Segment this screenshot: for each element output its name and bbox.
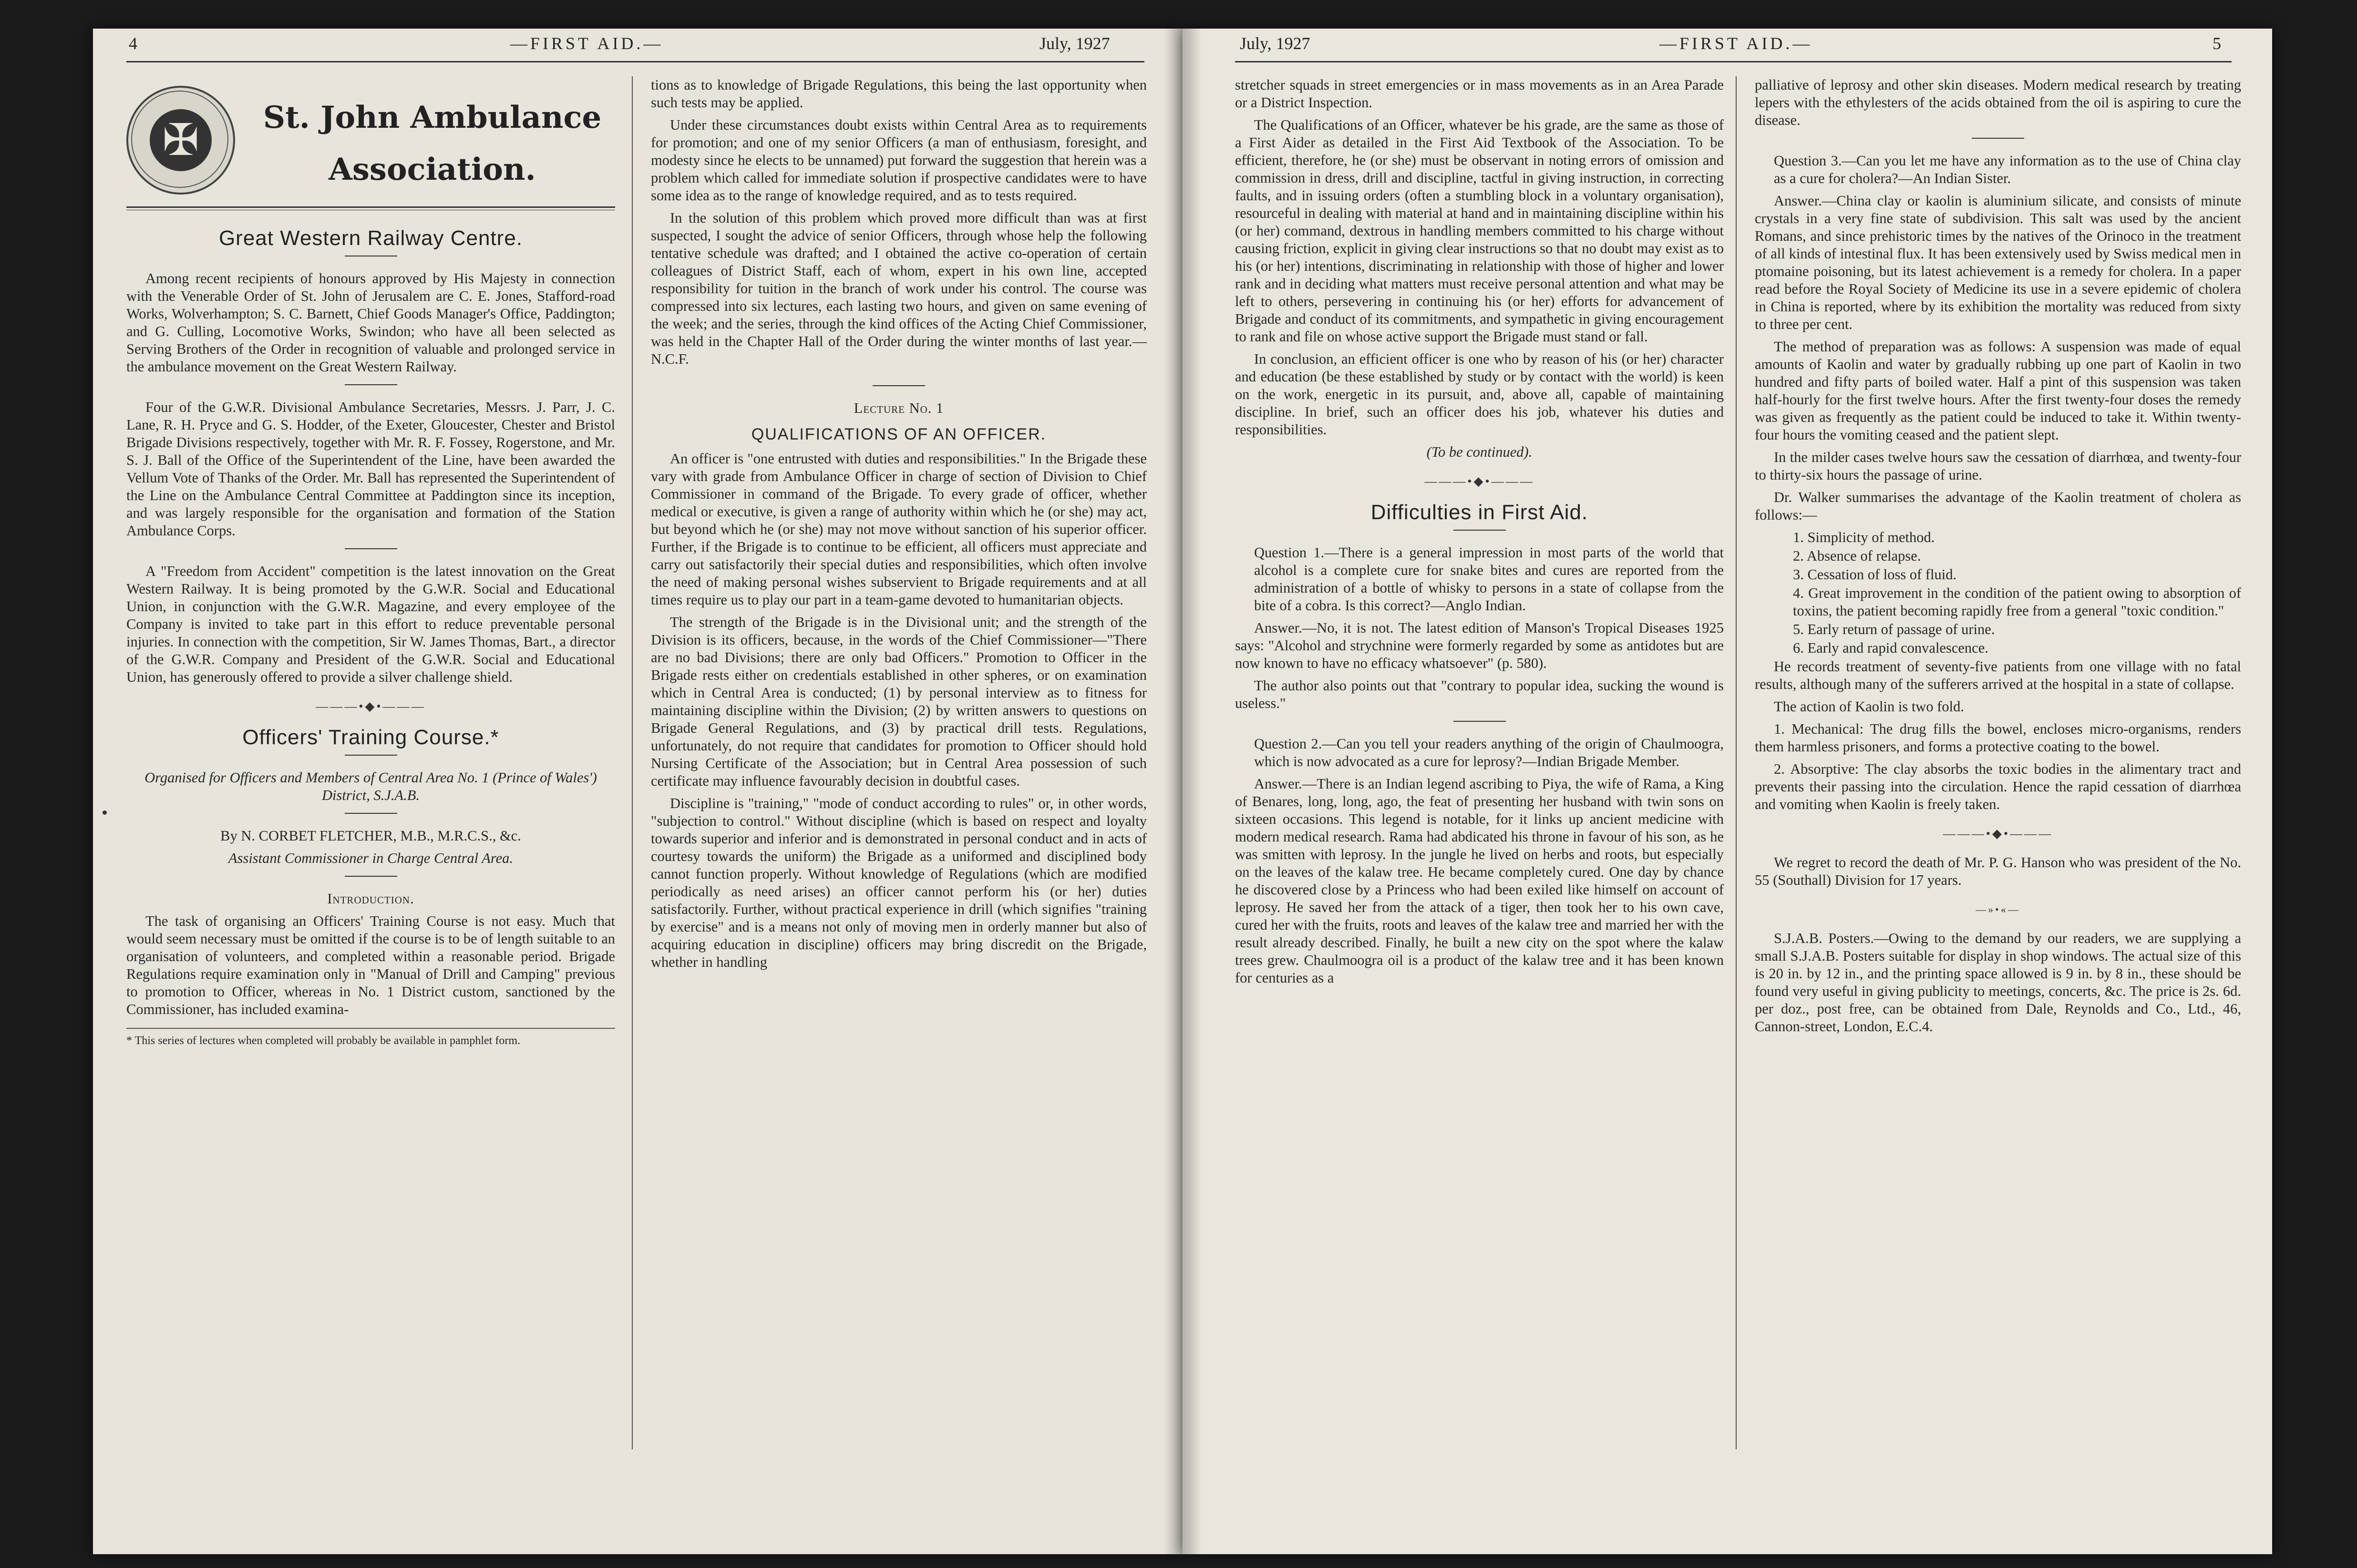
gwr-paragraph-3: A "Freedom from Accident" competition is the latest innovation on the Great Western Railway. It is being promoted by the G.W.R. Social and Educational Union, in conjunction with the G.W.R. Magazine, and every employee of the Company is invited to take part in this effort to reduce preventable personal injuries. In connection with the competition, Sir W. James Thomas, Bart., a director of the G.W.R. Company and President of the G.W.R. Social and Educational Union, has generously offered to provide a silver challenge shield. [126,563,615,685]
answer-3-paragraph-1: Answer.—China clay or kaolin is aluminium silicate, and consists of minute crystals in a very fine state of subdivision. This salt was used by the ancient Romans, and since prehistoric times by the natives of the Orinoco in the treatment of all kinds of intestinal flux. It has been extensively used by Swiss medical men in ptomaine poisoning, but its latest achievement is a remedy for cholera. In a paper read before the Royal Society of Medicine its use in a severe epidemic of cholera in China is reported, where by its exhibition the mortality was reduced from sixty to three per cent. [1755,193,2241,332]
lecture-paragraph-2: The strength of the Brigade is in the Divisional unit; and the strength of the Division is its officers, because, in the words of the Chief Commissioner—"There are no bad Divisions; there are only bad Officers." Promotion to Officer in the Brigade rests either on credentials established in other spheres, or on examination which in Central Area is conducted; (1) by personal interview as to fitness for maintaining discipline within the Division; (2) by written answers to questions on Brigade General Regulations, and (3) by practical drill tests. Regulations, unfortunately, do not require that candidates for promotion to Officer should hold Nursing Certificate of the Association; but in Central Area possession of such certificate may influence favourably decision in doubtful cases. [651,614,1147,789]
lecture-title: QUALIFICATIONS OF AN OFFICER. [751,425,1047,443]
ornament-divider: ———•◆•——— [1424,474,1534,488]
officers-heading: Officers' Training Course.* [242,726,499,749]
gwr-paragraph-2: Four of the G.W.R. Divisional Ambulance Secretaries, Messrs. J. Parr, J. C. Lane, R. H. Pryce and G. S. Hodder, of the Exeter, Gloucester, Chester and Bristol Brigade Divisions respectively, together with Mr. R. F. Fossey, Rogerstone, and Mr. S. J. Ball of the Office of the Superintendent of the Line, have been awarded the Vellum Vote of Thanks of the Order. Mr. Ball has represented the Superintendent of the Line on the Ambulance Central Committee at Paddington since its inception, and was largely responsible for the organisation and formation of the Station Ambulance Corps. [126,399,615,539]
gwr-paragraph-1: Among recent recipients of honours approved by His Majesty in connection with the Venerable Order of St. John of Jerusalem are C. E. Jones, Stafford-road Works, Wolverhampton; S. C. Barnett, Chief Goods Manager's Office, Paddington; and G. Culling, Locomotive Works, Swindon; who have all been selected as Serving Brothers of the Order in recognition of valuable and prolonged service in the ambulance movement on the Great Western Railway. [126,270,615,375]
lecture-label: Lecture No. 1 [854,400,944,416]
col2-paragraph-3: In the solution of this problem which proved more difficult than was at first suspected, I sought the advice of senior Officers, through whose help the following tentative schedule was drafted; and I obtained the active co-operation of certain colleagues of District Staff, each of whom, expert in his own line, accepted responsibility for tuition in the branch of work under his control. The course was compressed into six lectures, each lasting two hours, and given on same evening of the week; and the series, through the kind offices of the Acting Chief Commissioner, was held in the Chapter Hall of the Order during the winter months of last year.—N.C.F. [651,210,1147,367]
officers-byline: By N. CORBET FLETCHER, M.B., M.R.C.S., &c. [220,828,521,844]
right-column-2 [1755,76,2241,1040]
lecture-paragraph-1: An officer is "one entrusted with duties and responsibilities." In the Brigade these vary with grade from Ambulance Officer in charge of section of Division to Chief Commissioner in command of the Brigade. To every grade of officer, whether medical or executive, is given a range of authority within which he (or she) may act, but beyond which he (or she) may not move without sanction of his superior officer. Further, if the Brigade is to continue to be efficient, all officers must appreciate and carry out satisfactorily their special duties and responsibilities, which often involve the need of making personal wishes subservient to Brigade requirements and at all times require us to play our part in a team-game devoted to humanitarian objects. [651,451,1147,608]
small-ornament: —»•«— [1976,903,2020,915]
answer-3-paragraph-2: The method of preparation was as follows: A suspension was made of equal amounts of Kaolin and water by gradually rubbing up one part of Kaolin in two hundred and fifty parts of boiled water. Half a pint of this suspension was taken half-hourly for the first twelve hours. After the first twenty-four doses the remedy was given as frequently as the patient could be induced to take it. Within twenty-four hours the vomiting ceased and the patient slept. [1755,338,2241,443]
posters-notice: S.J.A.B. Posters.—Owing to the demand by our readers, we are supplying a small S.J.A.B. Posters suitable for display in shop windows. The actual size of this is 20 in. by 12 in., and the printing space allowed is 9 in. by 8 in., these should be found very useful in giving publicity to meetings, concerts, &c. The price is 2s. 6d. per doz., post free, can be obtained from Dale, Reynolds and Co., Ltd., 46, Cannon-street, London, E.C.4. [1755,930,2241,1035]
footnote: * This series of lectures when completed will probably be available in pamphlet form. [126,1028,615,1048]
answer-3-paragraph-4: Dr. Walker summarises the advantage of the Kaolin treatment of cholera as follows:— [1755,489,2241,523]
left-page-number: 4 [129,34,137,53]
masthead-line-2: Association. [329,152,536,187]
gwr-heading: Great Western Railway Centre. [218,226,523,250]
ornament-divider: ———•◆•——— [316,699,426,713]
list-item: 5. Early return of passage of urine. [1793,621,1995,637]
masthead [126,76,615,195]
to-be-continued: (To be continued). [1426,444,1533,460]
list-item: 6. Early and rapid convalescence. [1793,640,1988,656]
list-item: 1. Simplicity of method. [1793,529,1935,545]
right-date: July, 1927 [1240,34,1310,53]
answer-3-paragraph-8: 2. Absorptive: The clay absorbs the toxic bodies in the alimentary tract and prevents their passing into the circulation. Hence the rapid cessation of diarrhœa and vomiting when Kaolin is freely taken. [1755,761,2241,812]
answer-3-paragraph-6: The action of Kaolin is two fold. [1774,698,1964,715]
introduction-paragraph: The task of organising an Officers' Training Course is not easy. Much that would seem necessary must be omitted if the course is to be of length suitable to an organisation of volunteers, and completed within a reasonable period. Brigade Regulations require examination only in "Manual of Drill and Camping" previous to promotion to Officer, whereas in No. 1 District custom, sanctioned by the Commissioner, has included examina- [126,913,615,1017]
officers-organised: Organised for Officers and Members of Central Area No. 1 (Prince of Wales') District, S.J.A.B. [144,769,597,803]
left-column-divider [632,76,633,1449]
lecture-paragraph-3: Discipline is "training," "mode of conduct according to rules" or, in other words, "subjection to control." Without discipline (which is based on respect and loyalty towards superior and inferior and is demonstrated in personal conduct and in acts of courtesy towards the uniform) the Brigade as a uniformed and disciplined body cannot function properly. Without knowledge of Regulations (which are modified periodically as need arises) an officer cannot perform his (or her) duties satisfactorily. Further, without practical experience in drill (which signifies "training by exercise" and is a means not only of moving men in orderly manner but also of acquiring education in discipline) officers may bring discredit on the Brigade, whether in handling [651,795,1147,970]
book-gutter [1163,29,1202,1554]
col2-paragraph-1: tions as to knowledge of Brigade Regulations, this being the last opportunity when such tests may be applied. [651,77,1147,111]
list-item: 2. Absence of relapse. [1793,548,1921,564]
answer-3-paragraph-7: 1. Mechanical: The drug fills the bowel, encloses micro-organisms, renders them harmless prisoners, and forms a protective coating to the bowel. [1755,721,2241,755]
officers-role: Assistant Commissioner in Charge Central Area. [228,850,514,866]
right-column-divider [1736,76,1737,1449]
answer-1-paragraph-2: The author also points out that "contrary to popular idea, sucking the wound is useless." [1235,677,1724,711]
list-item: 4. Great improvement in the condition of the patient owing to absorption of toxins, the patient becoming rapidly free from a general "toxic condition." [1793,585,2241,619]
question-1: Question 1.—There is a general impression in most parts of the world that alcohol is a complete cure for snake bites and cures are reported from the administration of a bottle of whisky to persons in a state of collapse from the bite of a cobra. Is this correct?—Anglo Indian. [1254,544,1724,614]
left-column-2 [651,76,1147,976]
answer-1-paragraph-1: Answer.—No, it is not. The latest edition of Manson's Tropical Diseases 1925 says: "Alcohol and strychnine were formerly regarded by some as antidotes but are now known to have no efficacy whatsoever" (p. 580). [1235,620,1724,671]
question-3: Question 3.—Can you let me have any information as to the use of China clay as a cure for cholera?—An Indian Sister. [1774,153,2241,186]
ornament-divider: ———•◆•——— [1943,827,2053,840]
left-date: July, 1927 [1040,34,1110,53]
maltese-cross-icon: ✠ [162,114,199,165]
left-running-title: —FIRST AID.— [510,34,664,53]
right-paragraph-2: The Qualifications of an Officer, whatever be his grade, are the same as those of a First Aider as detailed in the First Aid Textbook of the Association. To be efficient, therefore, he (or she) must be observant in noting errors of omission and commission in dress, drill and discipline, tactful in giving instruction, in correcting faults, and in issuing orders (often a stumbling block in a voluntary organisation), resourceful in dealing with material at hand and in maintaining discipline within his (or her) command, dextrous in handling members committed to his charge without causing friction, explicit in giving clear instructions so that no doubt may exist as to his (or her) intentions, discriminating in relationship with those of higher and lower rank and in deciding what matters must receive personal attention and what may be left to others, persevering in continuing his (or her) efforts for advancement of Brigade and conduct of its commitments, and sympathetic in giving encouragement to rank and file on whose active support the Brigade must stand or fall. [1235,117,1724,345]
right-running-title: —FIRST AID.— [1659,34,1813,53]
masthead-rule [126,206,615,208]
right-paragraph-3: In conclusion, an efficient officer is one who by reason of his (or her) character and education (be these established by study or by contact with the world) is keen on the work, energetic in its pursuit, and, above all, capable of maintaining discipline. In brief, such an officer does his job, whatever his duties and responsibilities. [1235,351,1724,438]
left-column-1 [126,76,615,1048]
binding-hole-mark [103,810,107,815]
st-john-crest-logo [126,86,235,195]
left-header-rule [126,61,1144,62]
right-paragraph-1: stretcher squads in street emergencies or in mass movements as in an Area Parade or a District Inspection. [1235,77,1724,111]
right-column-1 [1235,76,1724,992]
answer-2: Answer.—There is an Indian legend ascribing to Piya, the wife of Rama, a King of Benares, long, long, ago, the feat of presenting her husband with twin sons on sixteen occasions. This legend is notable, for it links up ancient medicine with modern medical research. Rama had abdicated his throne in favour of his son, as he was smitten with leprosy. In the jungle he lived on herbs and roots, but especially on the leaves of the kalaw tree. He became completely cured. One day by chance he discovered close by a Princess who had been exiled like himself on account of leprosy. He saved her from the attack of a tiger, then took her to his own cave, cured her with the fruits, roots and leaves of the kalaw tree and married her with the result already described. Finally, he built a new city on the spot where the kalaw trees grew. Chaulmoogra oil is a product of the kalaw tree and it has been known for centuries as a [1235,776,1724,986]
masthead-line-1: St. John Ambulance [263,100,602,135]
answer-3-paragraph-3: In the milder cases twelve hours saw the cessation of diarrhœa, and twenty-four to thirty-six hours the passage of urine. [1755,449,2241,483]
right-page-number: 5 [2213,34,2221,53]
difficulties-heading: Difficulties in First Aid. [1370,501,1588,524]
answer-3-paragraph-5: He records treatment of seventy-five patients from one village with no fatal results, although many of the sufferers arrived at the hospital in a state of collapse. [1755,658,2241,692]
right-col2-paragraph-1: palliative of leprosy and other skin diseases. Modern medical research by treating lepers with the ethylesters of the acids obtained from the oil is aspiring to cure the disease. [1755,77,2241,128]
introduction-heading: Introduction. [327,891,414,907]
right-header-rule [1235,61,2232,62]
col2-paragraph-2: Under these circumstances doubt exists within Central Area as to requirements for promotion; and one of my senior Officers (a man of enthusiasm, foresight, and modesty since he elects to be unnamed) put forward the suggestion that herein was a problem which called for immediate solution if prospective candidates were to have some idea as to the range of knowledge required, and as to tests required. [651,117,1147,204]
question-2: Question 2.—Can you tell your readers anything of the origin of Chaulmoogra, which is now advocated as a cure for leprosy?—Indian Brigade Member. [1254,736,1724,769]
list-item: 3. Cessation of loss of fluid. [1793,566,1957,583]
hanson-notice: We regret to record the death of Mr. P. G. Hanson who was president of the No. 55 (Southall) Division for 17 years. [1755,854,2241,888]
